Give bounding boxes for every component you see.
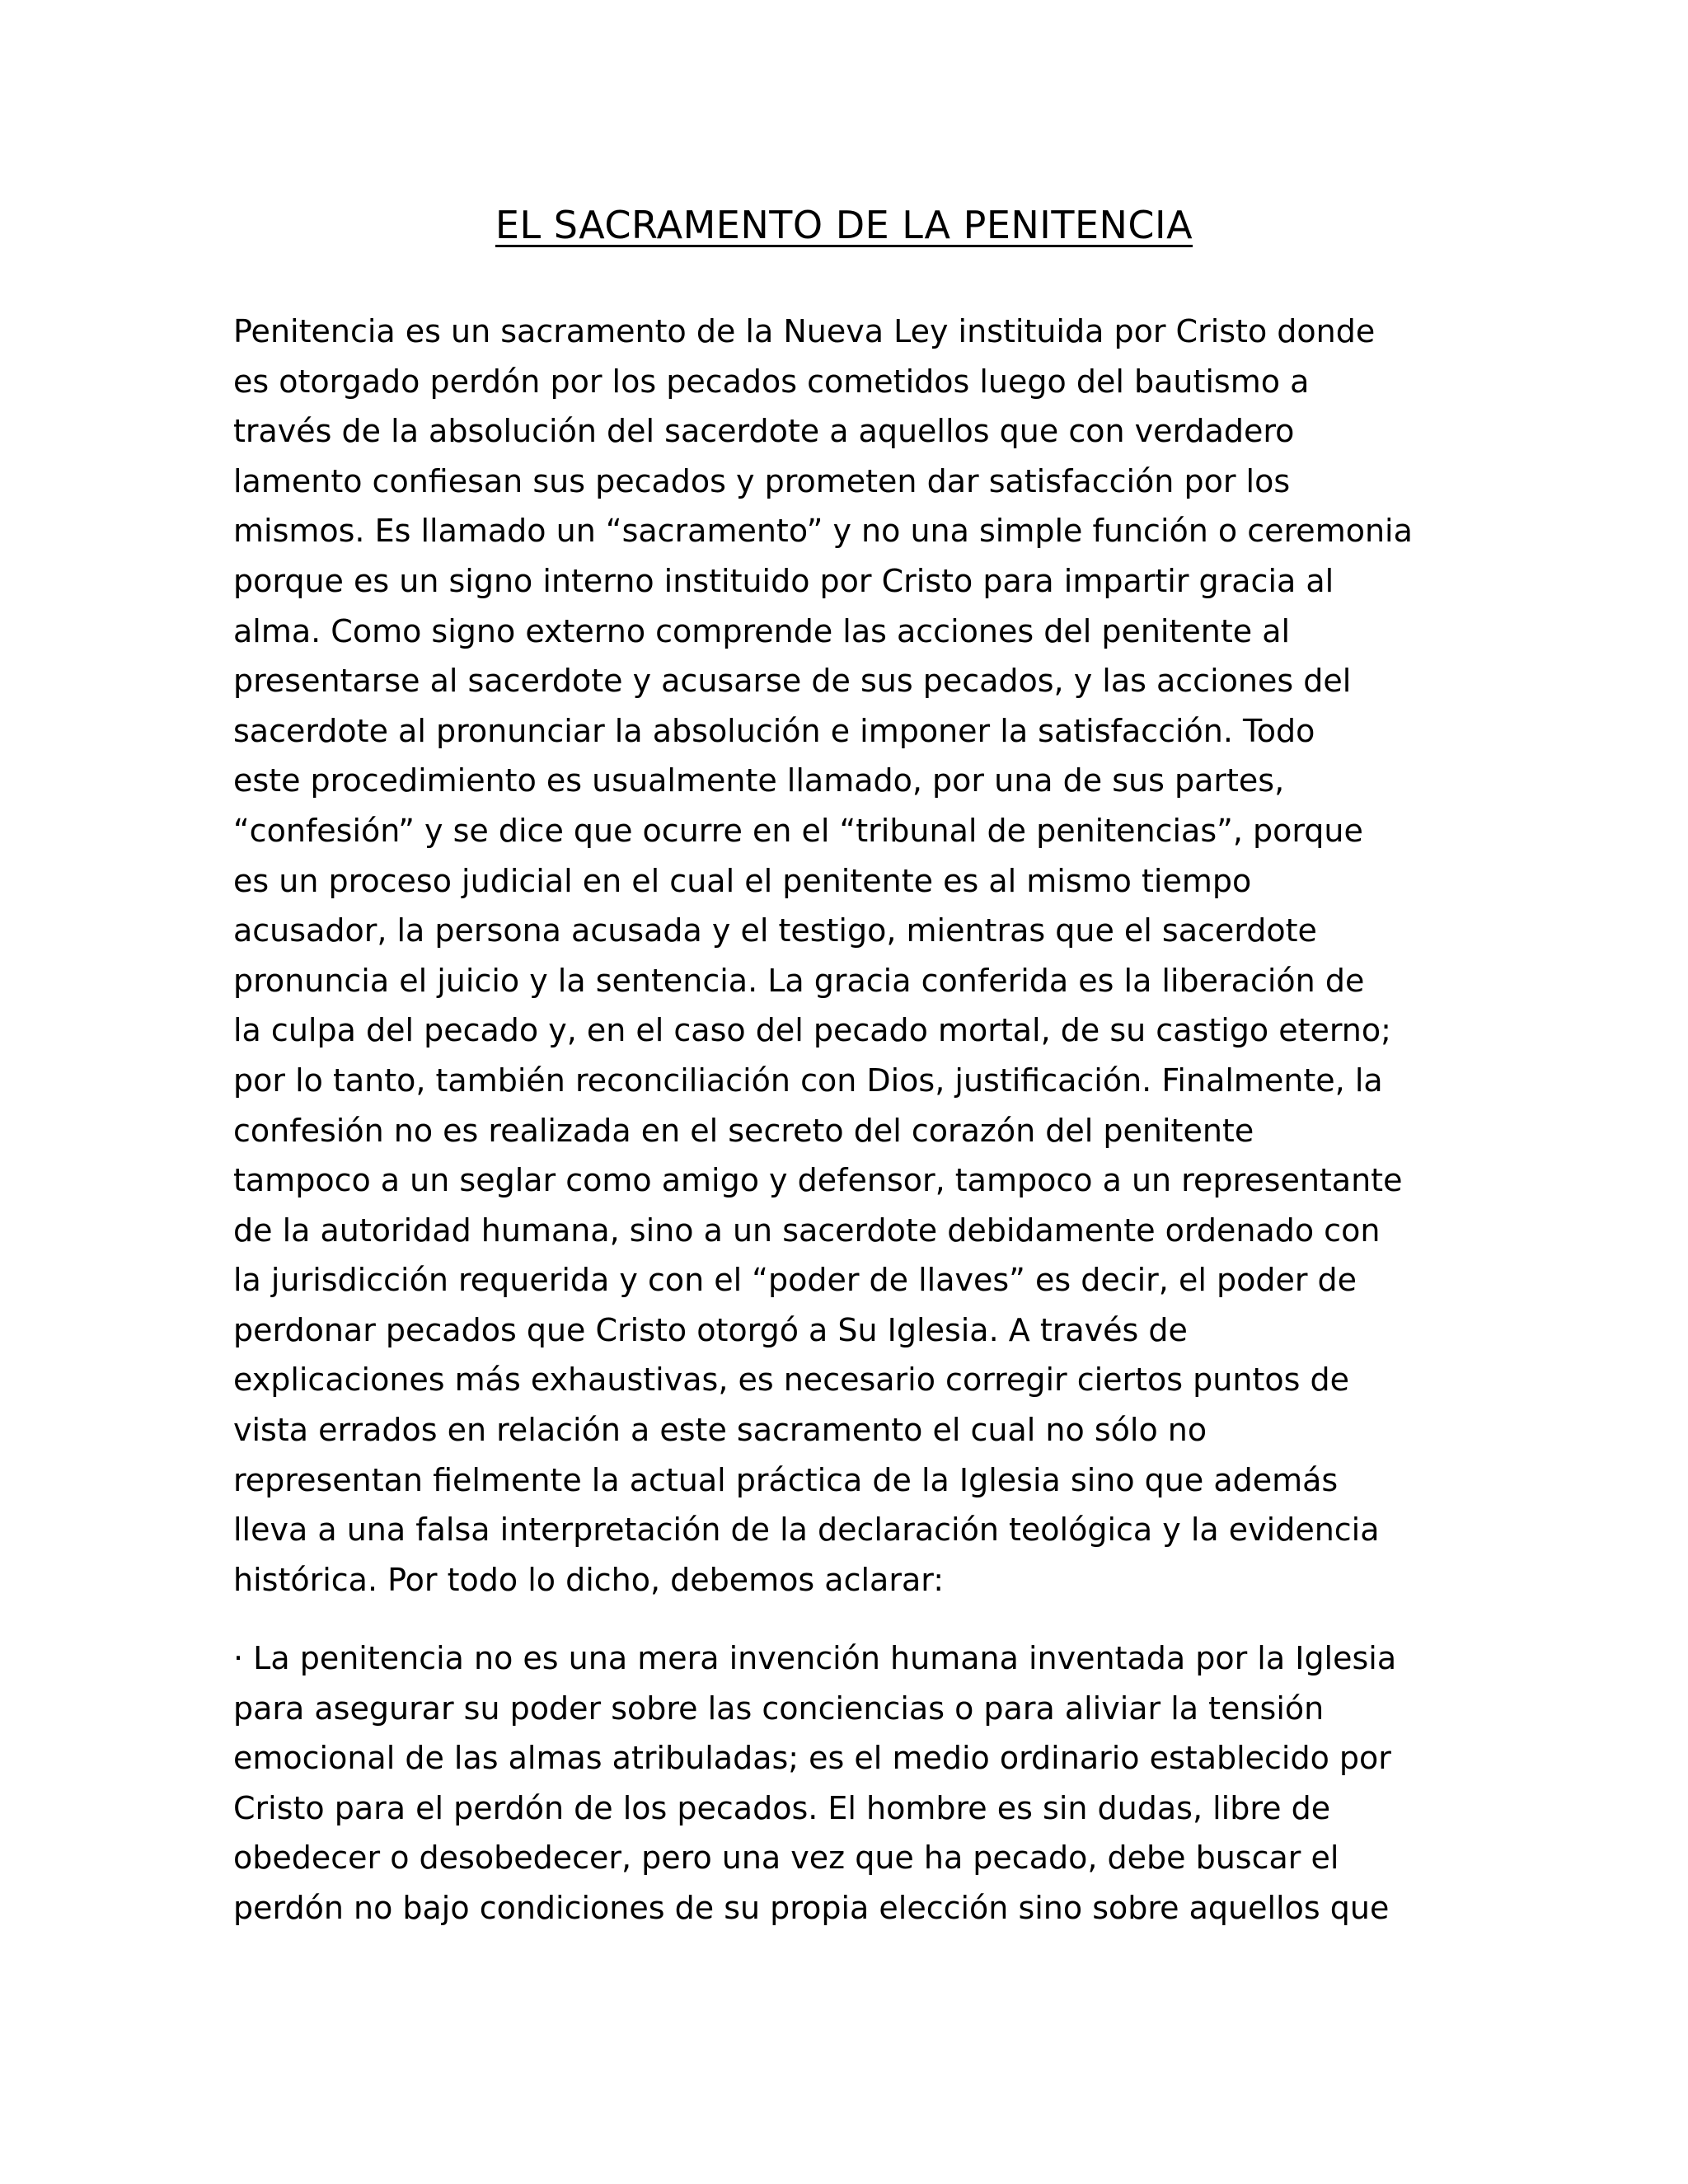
text-line: “confesión” y se dice que ocurre en el “tribunal de penitencias”, porque [233,812,1363,849]
text-line: emocional de las almas atribuladas; es el medio ordinario establecido por [233,1740,1391,1777]
text-line: · La penitencia no es una mera invención humana inventada por la Iglesia [233,1640,1397,1676]
document-title: EL SACRAMENTO DE LA PENITENCIA [495,203,1193,247]
text-line: por lo tanto, también reconciliación con Dios, justificación. Finalmente, la [233,1062,1383,1099]
text-line: sacerdote al pronunciar la absolución e imponer la satisfacción. Todo [233,712,1315,749]
text-line: para asegurar su poder sobre las conciencias o para aliviar la tensión [233,1690,1325,1727]
text-line: perdón no bajo condiciones de su propia elección sino sobre aquellos que [233,1889,1390,1926]
text-line: confesión no es realizada en el secreto del corazón del penitente [233,1112,1254,1149]
text-line: pronuncia el juicio y la sentencia. La gracia conferida es la liberación de [233,962,1365,999]
text-line: la jurisdicción requerida y con el “poder de llaves” es decir, el poder de [233,1262,1357,1299]
text-line: de la autoridad humana, sino a un sacerdote debidamente ordenado con [233,1212,1381,1249]
text-line: es otorgado perdón por los pecados cometidos luego del bautismo a [233,363,1310,400]
paragraph-introduction [233,307,1470,1605]
text-line: lamento confiesan sus pecados y prometen dar satisfacción por los [233,462,1291,499]
text-line: es un proceso judicial en el cual el penitente es al mismo tiempo [233,862,1252,899]
text-line: mismos. Es llamado un “sacramento” y no una simple función o ceremonia [233,513,1413,550]
text-line: la culpa del pecado y, en el caso del pecado mortal, de su castigo eterno; [233,1012,1391,1049]
text-line: este procedimiento es usualmente llamado, por una de sus partes, [233,762,1285,799]
text-line: Cristo para el perdón de los pecados. El hombre es sin dudas, libre de [233,1789,1331,1826]
paragraph-bullet-point [233,1633,1470,1933]
text-line: lleva a una falsa interpretación de la declaración teológica y la evidencia [233,1511,1380,1549]
text-line: explicaciones más exhaustivas, es necesario corregir ciertos puntos de [233,1361,1349,1399]
text-line: alma. Como signo externo comprende las acciones del penitente al [233,612,1291,649]
text-line: obedecer o desobedecer, pero una vez que ha pecado, debe buscar el [233,1840,1339,1877]
text-line: presentarse al sacerdote y acusarse de sus pecados, y las acciones del [233,663,1352,700]
text-line: Penitencia es un sacramento de la Nueva Ley instituida por Cristo donde [233,313,1376,349]
text-line: vista errados en relación a este sacramento el cual no sólo no [233,1412,1207,1449]
text-line: representan fielmente la actual práctica de la Iglesia sino que además [233,1461,1339,1498]
text-line: porque es un signo interno instituido por Cristo para impartir gracia al [233,562,1334,599]
text-line: tampoco a un seglar como amigo y defensor, tampoco a un representante [233,1162,1403,1199]
text-line: través de la absolución del sacerdote a aquellos que con verdadero [233,413,1295,450]
text-line: perdonar pecados que Cristo otorgó a Su Iglesia. A través de [233,1311,1188,1348]
text-line: acusador, la persona acusada y el testigo, mientras que el sacerdote [233,912,1317,949]
text-line: histórica. Por todo lo dicho, debemos aclarar: [233,1561,944,1598]
